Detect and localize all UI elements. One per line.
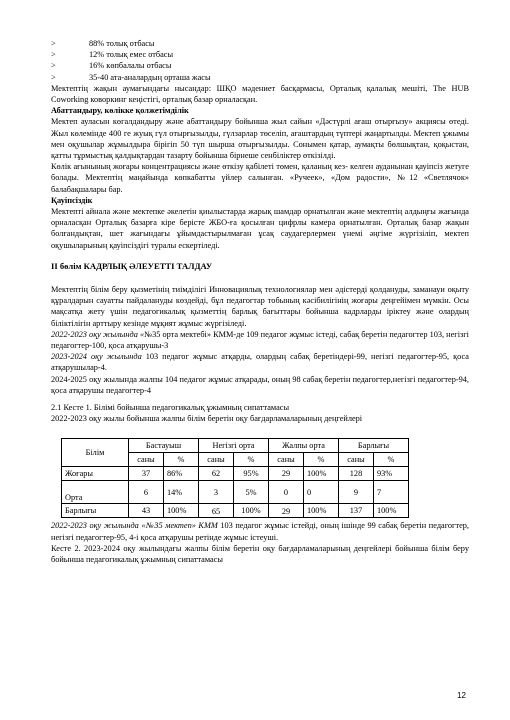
table-subheader-cell: % (374, 453, 409, 467)
abattandyru-paragraph-2: Көлік ағынының жоғары концентрациясы және өткізу қабілеті төмен, қаланың кез- келген ауданынан қауіпсіз жетуге болады. Мектептің маңайында көпкабатты үйлер салынған. «Ручеек», «Дом радости», №12 «Светлячок» балабақшалары бар. (51, 162, 469, 194)
table-subheader-cell: саны (129, 453, 164, 467)
bullet-item: > 16% көпбалалы отбасы (51, 61, 172, 71)
year-2022-paragraph: 2022-2023 оқу жылында «№35 орта мектебі» КММ-де 109 педагог жұмыс істеді, сабақ беретін педагогтер 103, негізгі педагогтер-100, қоса атқарушы-3 (51, 329, 469, 351)
table-subheader-cell: саны (269, 453, 304, 467)
table-1-subcaption: 2022-2023 оқу жылы бойынша жалпы білім беретін оқу бағдарламаларының деңгейлері (51, 414, 363, 424)
bullet-item: > 12% толық емес отбасы (51, 50, 174, 60)
table-row: Жоғары 37 86% 62 95% 29 100% 128 93% (62, 467, 409, 481)
table-header-cell: Бастауыш (129, 439, 199, 453)
neighbors-paragraph: Мектептің жақын аумағындағы нысандар: ШҚО мәдениет басқармасы, Орталық қалалық мешіті, The HUB Coworking коворкинг кеңістігі, орталық базар орналасқан. (51, 83, 469, 104)
abattandyru-paragraph-1: Мектеп ауласын көгалдандыру және абаттандыру бойынша жыл сайын «Дәстүрлі ағаш отырғызу» акциясы өтеді. Жыл көлемінде 400 ге жуық гүл отырғызылды, гүлзарлар төселіп, ағаштардың түптері жаңартылды. Мектеп ұжымы мен оқушылар жұмылдыра бірігіп 50 түп шырша отырғызылды. Сонымен қатар, аумақты бөлшықтан, қоқыстан, қатты тұрмыстық қалдықтардан тазарту бойынша бірнеше сенбіліктер өткізілді. (51, 117, 469, 160)
kauipsizdik-paragraph: Мектепті айнала және мектепке әкелетін қиылыстарда жарық шамдар орнатылған және мектептің алдыңғы жағында орналасқан Орталық базарға кіре берісте ЖБО-ға қосылған цифрлы камера орнатылған. Орталық базар жақын болғандықтан, шет жағындағы ұйымдастырылмаған ұсақ саудагерлермен үнемі әңгіме жүргізіліп, мектеп оқушыларының қауіпсіздігі туралы ескертіледі. (51, 206, 469, 250)
section-heading-kauipsizdik: Қауіпсіздік (51, 195, 93, 205)
table-subheader-cell: % (234, 453, 269, 467)
table-subheader-cell: саны (199, 453, 234, 467)
kadr-paragraph: Мектептің білім беру қызметінің тиімділігі Инновациялық технологиялар мен әдістерді қолдануды, заманауи оқыту құралдарын сауатты пайдалануды көздейді, бұл педагогтар тобының кәсібилігінің жоғары деңгейімен мүмкін. Осы мақсатқа жету үшін педагогикалық қызметтің барлық бағыттары бойынша кадрларды іріктеу және олардың біліктілігін арттыру кезінде мұқият жұмыс жүргізіледі. (51, 285, 469, 328)
bullet-item: > 35-40 ата-аналардың орташа жасы (51, 72, 211, 82)
bullet-item: > 88% толық отбасы (51, 39, 155, 48)
table-subheader-cell: саны (339, 453, 374, 467)
year-2023-paragraph: 2023-2024 оқу жылында 103 педагог жұмыс атқарды, олардың сабақ беретіндері-99, негізгі педагогтер-95, қоса атқарушылар-4. (51, 352, 469, 373)
table-2-caption: Кесте 2. 2023-2024 оқу жылындағы жалпы білім беретін оқу бағдарламаларының деңгейлері бойынша білім беру бойынша педагогикалық ұжымның сипаттамасы (51, 543, 469, 565)
document-page (51, 38, 469, 565)
table-1-caption: 2.1 Кесте 1. Білімі бойынша педагогикалық ұжымның сипаттамасы (51, 403, 290, 413)
table-row: Орта 6 14% 3 5% 0 0 9 7 (62, 481, 409, 504)
table-header-cell: Негізгі орта (199, 439, 269, 453)
year-2024-paragraph: 2024-2025 оқу жылында жалпы 104 педагог жұмыс атқарады, оның 98 сабақ беретін педагогтер,негізгі педагогтер-94, қоса атқарушы педагогтер-4 (51, 374, 469, 395)
table-header-cell: Жалпы орта (269, 439, 339, 453)
after-table-paragraph: 2022-2023 оқу жылында «№35 мектеп» КММ 103 педагог жұмыс істейді, оның ішінде 99 сабақ беретін педагогтер, негізгі педагогтер-95, 4-і қоса атқарушы ретінде жұмыс істеуші. (51, 521, 469, 542)
table-subheader-cell: % (164, 453, 199, 467)
table-header-cell: Білім (62, 439, 129, 467)
section-title: II бөлім КАДРЛЫҚ ӘЛЕУЕТТІ ТАЛДАУ (51, 260, 213, 271)
page-number: 12 (457, 691, 466, 700)
education-table (61, 438, 409, 518)
table-row: Барлығы 43 100% 65 100% 29 100% 137 100% (62, 504, 409, 518)
table-header-cell: Барлығы (339, 439, 409, 453)
section-heading-abattandyru: Абаттандыру, көлікке қолжетімділік (51, 106, 189, 116)
table-subheader-cell: % (304, 453, 339, 467)
